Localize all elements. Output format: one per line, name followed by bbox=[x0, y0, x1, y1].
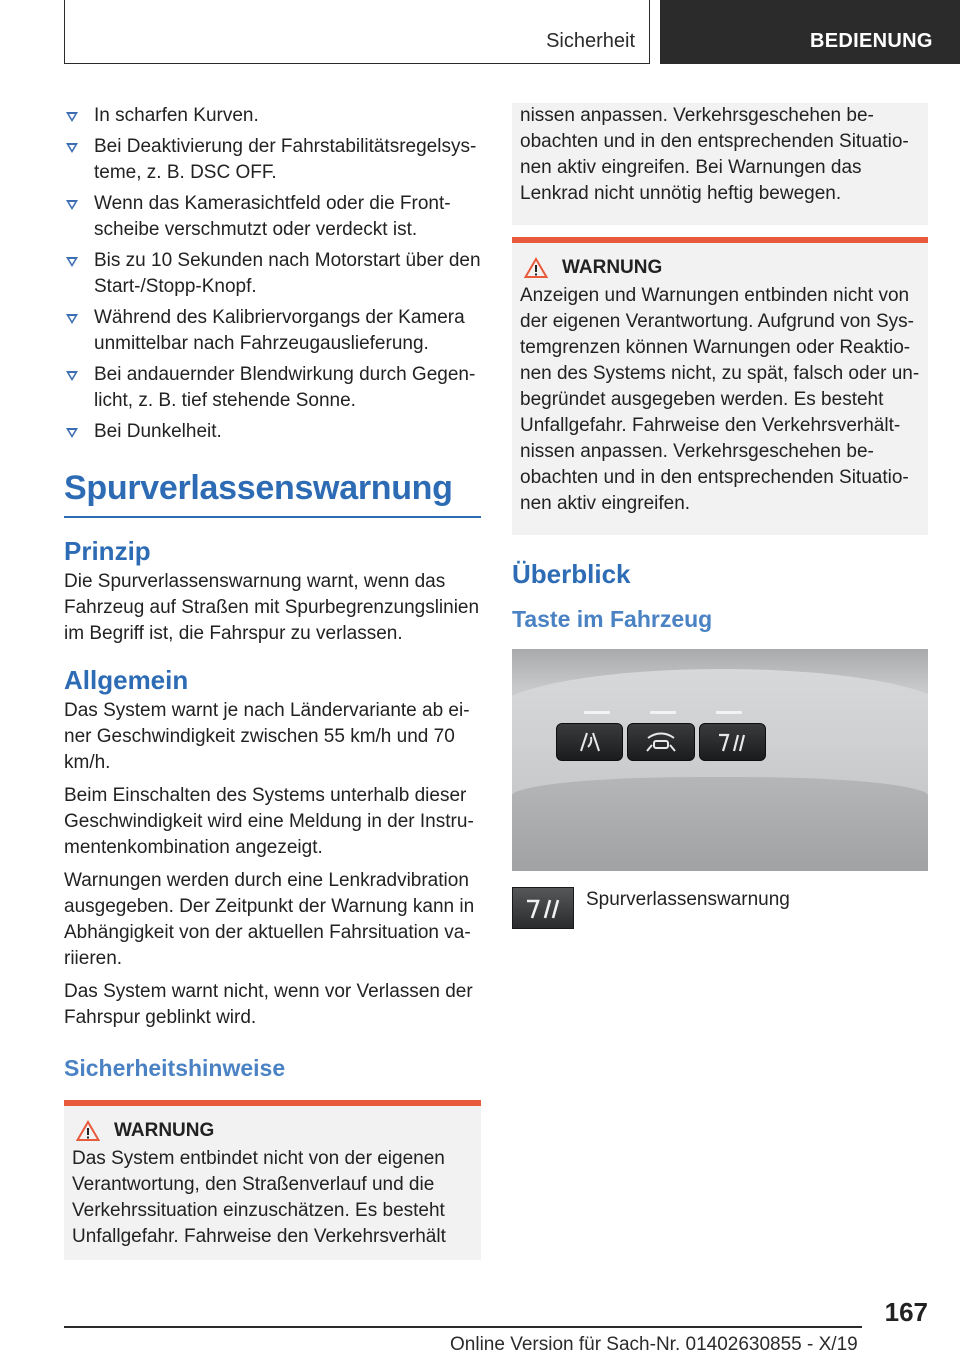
warning-label: WARNUNG bbox=[562, 257, 663, 278]
lane-departure-icon bbox=[512, 887, 574, 929]
right-column bbox=[512, 103, 928, 929]
bullet-triangle-icon bbox=[66, 428, 78, 438]
warning-box bbox=[512, 237, 928, 535]
legend-row bbox=[512, 887, 928, 929]
bullet-triangle-icon bbox=[66, 371, 78, 381]
list-item: Bis zu 10 Sekunden nach Motorstart über den Start-/Stopp-Knopf. bbox=[64, 248, 481, 300]
allgemein-paragraph-4: Das System warnt nicht, wenn vor Verlassen der Fahrspur geblinkt wird. bbox=[64, 981, 473, 1028]
allgemein-paragraph-3: Warnungen werden durch eine Lenkradvibration ausgegeben. Der Zeitpunkt der Warnung kann in Abhängigkeit von der aktuellen Fahrsituation variieren. bbox=[64, 870, 475, 969]
allgemein-paragraph-1: Das System warnt je nach Ländervariante ab einer Geschwindigkeit zwischen 55 km/h und 70 km/h. bbox=[64, 700, 470, 773]
section-heading-taste: Taste im Fahrzeug bbox=[512, 606, 713, 632]
list-item: Wenn das Kamerasichtfeld oder die Frontscheibe verschmutzt oder verdeckt ist. bbox=[64, 191, 481, 243]
bullet-triangle-icon bbox=[66, 143, 78, 153]
header-chapter-tab bbox=[660, 0, 960, 64]
warning-continuation-box bbox=[512, 103, 928, 225]
warning-title bbox=[72, 1120, 473, 1142]
page-title: Spurverlassenswarnung bbox=[64, 469, 481, 518]
warning-text: Das System entbindet nicht von der eigenen Verantwortung, den Straßenverlauf und die Verkehrssituation einzuschätzen. Es besteht Unfallgefahr. Fahrweise den Verkehrsverhält bbox=[72, 1148, 446, 1247]
list-item: Bei Dunkelheit. bbox=[64, 419, 481, 445]
header-section-label: Sicherheit bbox=[546, 30, 635, 52]
allgemein-paragraph-2: Beim Einschalten des Systems unterhalb dieser Geschwindigkeit wird eine Meldung in der Instrumentenkombination angezeigt. bbox=[64, 785, 474, 858]
list-item: Bei andauernder Blendwirkung durch Gegenlicht, z. B. tief stehende Sonne. bbox=[64, 362, 481, 414]
footer-online-version: Online Version für Sach-Nr. 01402630855 - X/19 bbox=[450, 1334, 858, 1355]
header-section-box bbox=[64, 0, 650, 64]
vehicle-button-photo bbox=[512, 649, 928, 871]
section-heading-sicherheitshinweise: Sicherheitshinweise bbox=[64, 1055, 286, 1081]
warning-triangle-icon bbox=[76, 1120, 100, 1142]
lane-departure-caption: Spurverlassenswarnung bbox=[586, 889, 790, 910]
distance-assist-button-icon bbox=[627, 723, 694, 761]
list-item: Bei Deaktivierung der Fahrstabilitätsregelsysteme, z. B. DSC OFF. bbox=[64, 134, 481, 186]
bullet-triangle-icon bbox=[66, 112, 78, 122]
section-heading-prinzip: Prinzip bbox=[64, 536, 151, 566]
section-heading-allgemein: Allgemein bbox=[64, 665, 189, 695]
page-number: 167 bbox=[884, 1297, 928, 1327]
prinzip-text: Die Spurverlassenswarnung warnt, wenn das Fahrzeug auf Straßen mit Spurbegrenzungslinien im Begriff ist, die Fahrspur zu verlassen. bbox=[64, 571, 480, 644]
bullet-triangle-icon bbox=[66, 200, 78, 210]
warning-triangle-icon bbox=[524, 257, 548, 279]
warning-continuation-text: nissen anpassen. Verkehrsgeschehen beobachten und in den entsprechenden Situationen aktiv eingreifen. Bei Warnungen das Lenkrad nicht unnötig heftig bewegen. bbox=[520, 105, 909, 204]
warning-label: WARNUNG bbox=[114, 1120, 215, 1141]
bullet-triangle-icon bbox=[66, 257, 78, 267]
bullet-triangle-icon bbox=[66, 314, 78, 324]
section-heading-ueberblick: Überblick bbox=[512, 559, 631, 589]
header-chapter-label: BEDIENUNG bbox=[810, 30, 933, 52]
limitations-list bbox=[64, 103, 481, 445]
list-item: Während des Kalibriervorgangs der Kamera unmittelbar nach Fahrzeugauslieferung. bbox=[64, 305, 481, 357]
footer-divider bbox=[64, 1326, 862, 1328]
button-strip bbox=[556, 723, 766, 761]
left-column bbox=[64, 103, 481, 1260]
warning-title bbox=[520, 257, 920, 279]
list-item: In scharfen Kurven. bbox=[64, 103, 481, 129]
lane-departure-button-icon bbox=[699, 723, 766, 761]
warning-text: Anzeigen und Warnungen entbinden nicht von der eigenen Verantwortung. Aufgrund von Systemgrenzen können Warnungen oder Reaktionen des Systems nicht, zu spät, falsch oder unbegründet ausgegeben werden. Es besteht Unfallgefahr. Fahrweise den Verkehrsverhältnissen anpassen. Verkehrsgeschehen beobachten und in den entsprechenden Situationen aktiv eingreifen. bbox=[520, 285, 920, 514]
warning-box bbox=[64, 1100, 481, 1260]
steering-assist-button-icon bbox=[556, 723, 623, 761]
